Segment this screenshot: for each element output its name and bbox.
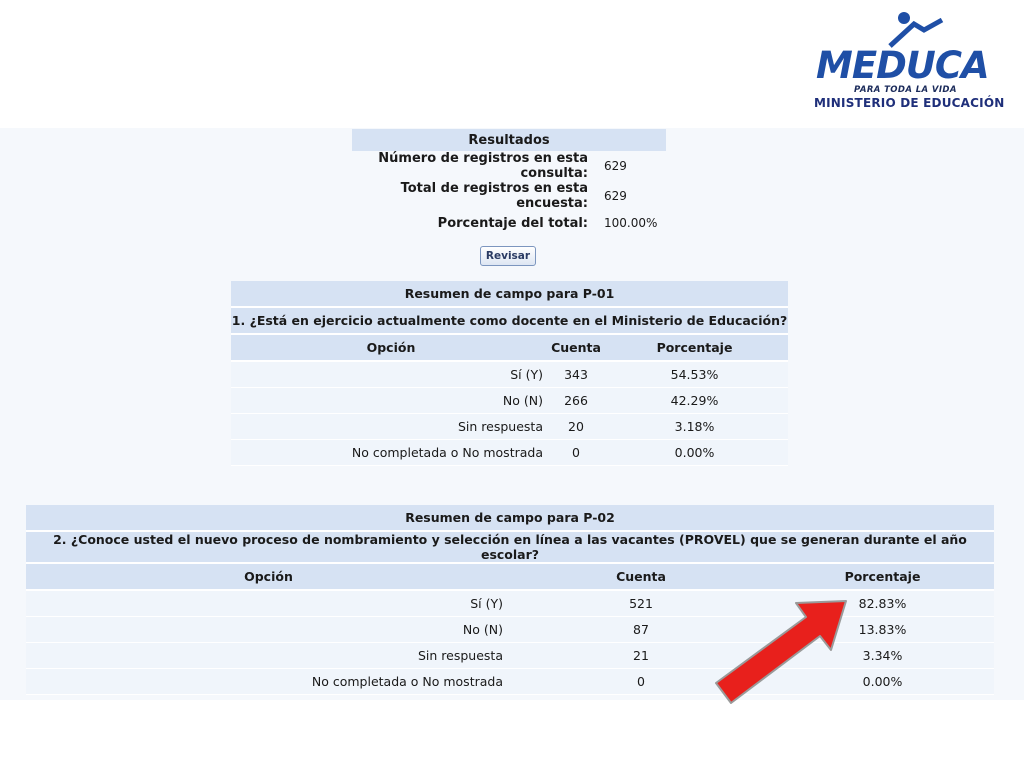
results-label: Número de registros en esta consulta: bbox=[352, 151, 598, 181]
option-label: Sin respuesta bbox=[231, 414, 551, 440]
column-header-count: Cuenta bbox=[511, 563, 771, 590]
option-label: Sí (Y) bbox=[231, 361, 551, 388]
question-text: 1. ¿Está en ejercicio actualmente como docente en el Ministerio de Educación? bbox=[231, 307, 788, 334]
results-title: Resultados bbox=[352, 129, 666, 151]
percentage-value: 82.83% bbox=[771, 590, 994, 617]
results-label: Porcentaje del total: bbox=[352, 211, 598, 235]
percentage-value: 13.83% bbox=[771, 617, 994, 643]
results-value: 100.00% bbox=[598, 211, 666, 235]
count-value: 87 bbox=[511, 617, 771, 643]
column-header-count: Cuenta bbox=[551, 334, 601, 361]
option-label: Sí (Y) bbox=[26, 590, 511, 617]
percentage-value: 42.29% bbox=[601, 388, 788, 414]
results-value: 629 bbox=[598, 181, 666, 211]
column-header-percentage: Porcentaje bbox=[771, 563, 994, 590]
percentage-value: 3.34% bbox=[771, 643, 994, 669]
count-value: 20 bbox=[551, 414, 601, 440]
results-label: Total de registros en esta encuesta: bbox=[352, 181, 598, 211]
column-header-option: Opción bbox=[231, 334, 551, 361]
revisar-button[interactable]: Revisar bbox=[480, 246, 536, 266]
percentage-value: 0.00% bbox=[601, 440, 788, 466]
percentage-value: 0.00% bbox=[771, 669, 994, 695]
results-value: 629 bbox=[598, 151, 666, 181]
option-label: No (N) bbox=[26, 617, 511, 643]
summary-title: Resumen de campo para P-02 bbox=[26, 505, 994, 531]
logo-ministry: MINISTERIO DE EDUCACIÓN bbox=[814, 96, 1005, 110]
option-label: No (N) bbox=[231, 388, 551, 414]
option-label: Sin respuesta bbox=[26, 643, 511, 669]
option-label: No completada o No mostrada bbox=[26, 669, 511, 695]
count-value: 266 bbox=[551, 388, 601, 414]
option-label: No completada o No mostrada bbox=[231, 440, 551, 466]
count-value: 0 bbox=[511, 669, 771, 695]
count-value: 21 bbox=[511, 643, 771, 669]
logo-tagline: PARA TODA LA VIDA bbox=[854, 85, 957, 95]
column-header-percentage: Porcentaje bbox=[601, 334, 788, 361]
count-value: 343 bbox=[551, 361, 601, 388]
column-header-option: Opción bbox=[26, 563, 511, 590]
summary-title: Resumen de campo para P-01 bbox=[231, 281, 788, 307]
logo-wordmark: MEDUCA bbox=[816, 44, 989, 87]
count-value: 0 bbox=[551, 440, 601, 466]
question-text: 2. ¿Conoce usted el nuevo proceso de nombramiento y selección en línea a las vacantes (PROVEL) que se generan durante el año escolar? bbox=[26, 531, 994, 563]
count-value: 521 bbox=[511, 590, 771, 617]
percentage-value: 54.53% bbox=[601, 361, 788, 388]
percentage-value: 3.18% bbox=[601, 414, 788, 440]
